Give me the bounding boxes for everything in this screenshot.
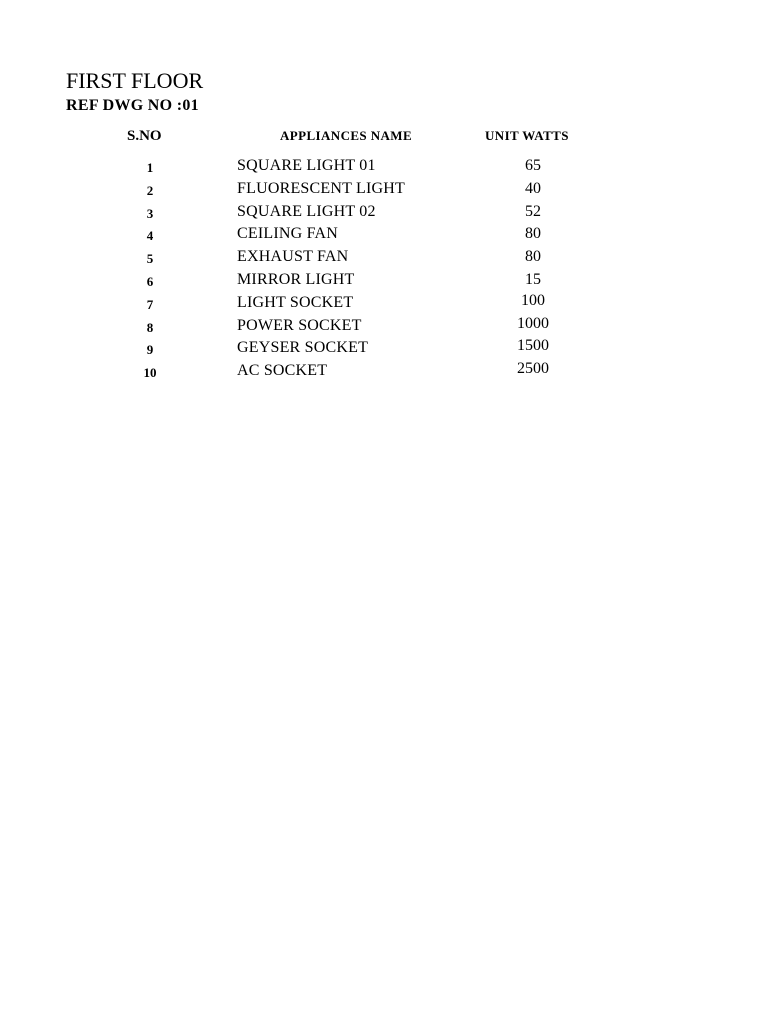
reference-drawing-number: REF DWG NO :01 (66, 97, 199, 114)
row-sno: 8 (146, 319, 154, 335)
row-sno: 1 (146, 160, 154, 175)
row-sno: 2 (146, 182, 154, 198)
row-unit-watts: 80 (525, 248, 541, 266)
table-row (0, 201, 768, 224)
table-row (0, 223, 768, 246)
row-appliance-name: LIGHT SOCKET (237, 293, 354, 311)
row-appliance-name: AC SOCKET (237, 362, 328, 380)
column-header-appliance-name: APPLIANCES NAME (280, 128, 413, 143)
table-row (0, 292, 768, 315)
row-appliance-name: SQUARE LIGHT 01 (237, 157, 376, 174)
row-unit-watts: 1000 (517, 314, 549, 332)
table-row (0, 178, 768, 201)
row-appliance-name: SQUARE LIGHT 02 (237, 202, 376, 220)
table-row (0, 360, 768, 383)
row-sno: 4 (146, 228, 154, 244)
row-unit-watts: 65 (525, 157, 541, 174)
row-unit-watts: 2500 (517, 360, 549, 378)
row-appliance-name: POWER SOCKET (237, 316, 362, 334)
table-row (0, 269, 768, 292)
row-unit-watts: 1500 (517, 337, 549, 355)
row-appliance-name: FLUORESCENT LIGHT (237, 179, 405, 197)
row-sno: 5 (146, 251, 154, 267)
row-appliance-name: EXHAUST FAN (237, 248, 349, 266)
row-unit-watts: 80 (525, 225, 541, 243)
table-row (0, 315, 768, 338)
row-sno: 6 (146, 273, 154, 289)
row-sno: 7 (146, 296, 154, 312)
row-appliance-name: MIRROR LIGHT (237, 270, 355, 288)
row-unit-watts: 40 (525, 179, 541, 197)
row-sno: 3 (146, 205, 154, 221)
row-unit-watts: 100 (521, 291, 545, 309)
table-row (0, 246, 768, 269)
row-unit-watts: 15 (525, 270, 541, 288)
page-title: FIRST FLOOR (66, 68, 204, 93)
table-row (0, 155, 768, 178)
column-header-sno: S.NO (127, 128, 162, 144)
table-row (0, 337, 768, 360)
row-sno: 10 (143, 365, 157, 381)
column-header-unit-watts: UNIT WATTS (485, 128, 569, 143)
row-unit-watts: 52 (525, 202, 541, 220)
row-sno: 9 (146, 342, 154, 358)
row-appliance-name: GEYSER SOCKET (237, 339, 369, 357)
row-appliance-name: CEILING FAN (237, 225, 339, 243)
appliance-table-body (0, 155, 768, 383)
